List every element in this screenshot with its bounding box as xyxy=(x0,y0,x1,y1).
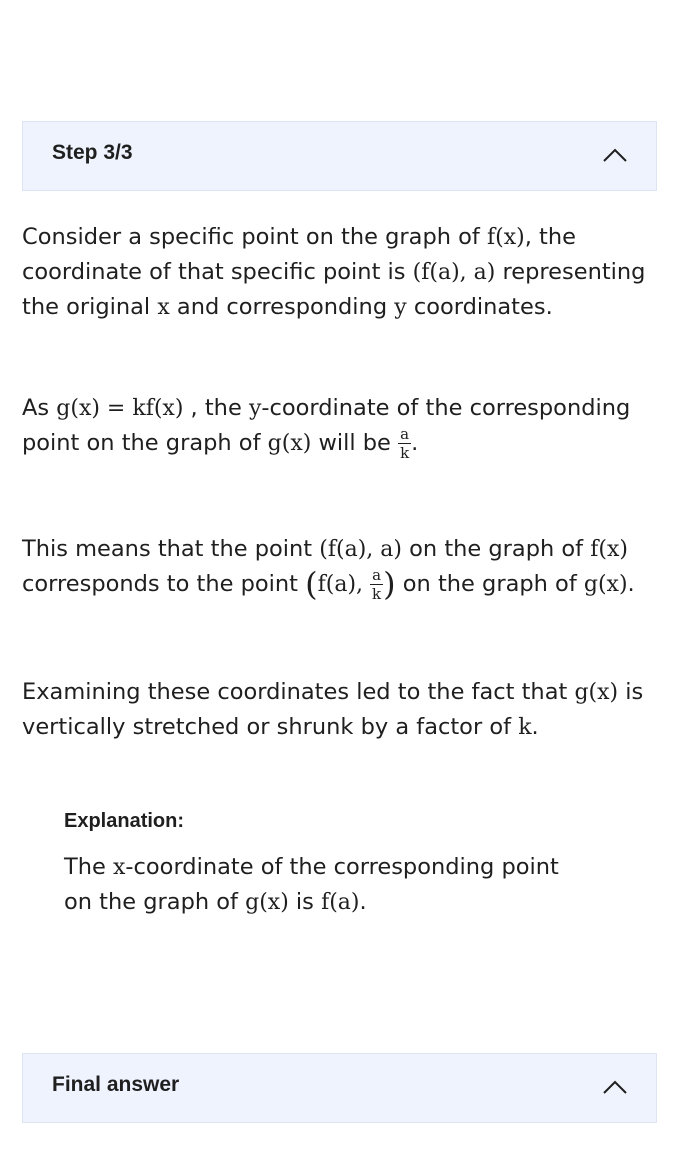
math-point: (f(a), a) xyxy=(319,537,402,562)
step-paragraph-4 xyxy=(22,675,662,745)
text: . xyxy=(411,430,419,456)
fraction-a-over-k xyxy=(370,567,383,602)
final-answer-section-header[interactable] xyxy=(22,1053,657,1123)
text: coordinates. xyxy=(406,294,553,320)
fraction-numerator: a xyxy=(398,426,411,444)
text: Consider a specific point on the graph of xyxy=(22,224,487,250)
math-y: y xyxy=(394,295,407,320)
math-fa: f(a) xyxy=(321,890,360,915)
step-paragraph-2 xyxy=(22,391,662,461)
text: , the xyxy=(183,395,249,421)
final-answer-label: Final answer xyxy=(52,1073,180,1096)
explanation-body xyxy=(64,850,564,920)
math-k: k xyxy=(518,715,532,740)
text: Examining these coordinates led to the fact that xyxy=(22,679,575,705)
text: corresponds to the point xyxy=(22,571,306,597)
math-x: x xyxy=(157,295,170,320)
paren-open: ( xyxy=(305,565,318,603)
step-paragraph-3 xyxy=(22,532,662,602)
step-paragraph-1 xyxy=(22,220,662,325)
step-label: Step 3/3 xyxy=(52,141,133,164)
chevron-up-icon[interactable] xyxy=(602,1079,628,1095)
text: . xyxy=(627,571,635,597)
text: , the coordinate of that specific point is xyxy=(22,224,576,285)
text: on the graph of xyxy=(395,571,584,597)
text: . xyxy=(531,714,539,740)
text: -coordinate of the corresponding point on the graph of xyxy=(64,854,559,915)
text: is vertically stretched or shrunk by a factor of xyxy=(22,679,644,740)
math-gx: g(x) xyxy=(583,572,628,597)
fraction-a-over-k xyxy=(398,426,411,461)
math-gx: g(x) xyxy=(574,680,619,705)
math-point: (f(a), a) xyxy=(412,260,496,285)
paren-close: ) xyxy=(383,565,396,603)
math-y: y xyxy=(248,396,262,421)
text: is xyxy=(288,889,322,915)
chevron-up-icon[interactable] xyxy=(602,147,628,163)
explanation-title: Explanation: xyxy=(64,810,185,832)
text: -coordinate of the corresponding point on the graph of xyxy=(22,395,631,456)
text: This means that the point xyxy=(22,536,320,562)
text: representing the original xyxy=(22,259,646,320)
explanation-block xyxy=(64,806,564,920)
fraction-denominator: k xyxy=(400,444,410,462)
math-x: x xyxy=(113,855,126,880)
text: As xyxy=(22,395,57,421)
text: . xyxy=(359,889,367,915)
text: on the graph of xyxy=(401,536,591,562)
text: and corresponding xyxy=(169,294,395,320)
math-fa: f(a), xyxy=(317,572,371,597)
math-fx: f(x) xyxy=(590,537,628,562)
fraction-numerator: a xyxy=(370,567,383,585)
text: will be xyxy=(311,430,399,456)
step-section-header[interactable] xyxy=(22,121,657,191)
math-equation: g(x) = kf(x) xyxy=(56,396,184,421)
math-gx: g(x) xyxy=(245,890,289,915)
math-fx: f(x) xyxy=(487,225,525,250)
math-gx: g(x) xyxy=(267,431,312,456)
text: The xyxy=(64,854,113,880)
fraction-denominator: k xyxy=(372,585,382,603)
